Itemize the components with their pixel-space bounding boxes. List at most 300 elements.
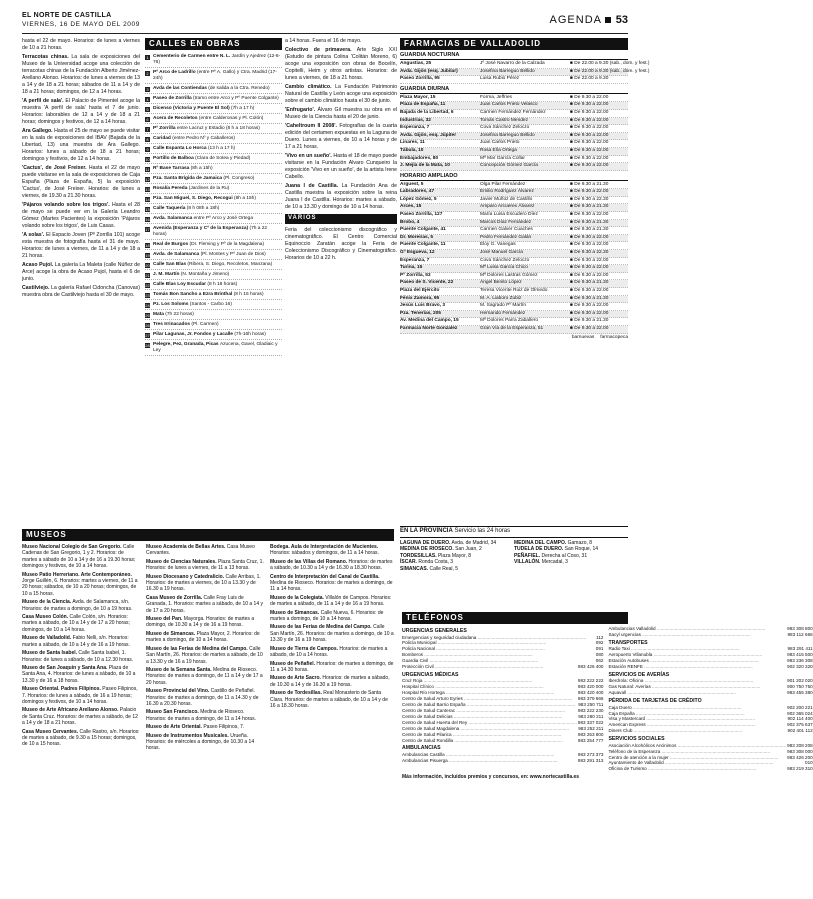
horario-ampliado-heading: HORARIO AMPLIADO xyxy=(400,173,628,181)
pharmacy-hours-text: De 9.30 a 22.00 xyxy=(574,102,609,108)
street-number-badge: 10 xyxy=(145,156,150,162)
phone-label: Centro de Salud Arturo Eyries ..... xyxy=(402,696,577,702)
pharmacy-row xyxy=(400,227,628,235)
pharmacy-hours xyxy=(570,220,628,227)
pharmacy-owner: José Manuel García xyxy=(480,250,523,256)
exhibition-entry-text: Arte Siglo XXI (Estudio de pintura Colina 'Colitán Moreno, 6) acoge una exposición con obras de Bocelín, Copitelli, Heim y otros artistas. Horarios: de lunes a viernes, de 18 a 21 horas. xyxy=(285,47,398,81)
street-name: Pza. San Miguel, S. Diego, Recogui xyxy=(153,195,233,201)
exhibition-entry-lead: 'Vivo en un sueño'. xyxy=(285,153,332,159)
exhibition-entry-text: El Espacio Joven (Pº Zorrilla 101) acoge esta muestra de fotografía hasta el 31 de mayo. Horarios: de lunes a viernes, de 11 a 14 y de 18 a 21 horas. xyxy=(22,232,140,259)
pharmacy-owner: Amparo Arcuerex Álvarez xyxy=(480,204,535,210)
exhibition-entry-text: Hasta el 18 de mayo puede visitarse en la Fundación Alvaro Cunqueiro la exposición 'Vivo en un sueño', de la artista Irene Cabello. xyxy=(285,153,397,180)
street-name: Pelegre, Pez, Granada, Picas xyxy=(153,341,219,347)
street-detail: (entre Pº A. Gallo) y Ctra. Madrid (17-24h) xyxy=(153,69,277,81)
museum-entry xyxy=(22,635,140,648)
phone-label: Centro de Salud Magdalena ..... xyxy=(402,726,577,732)
pharmacy-hours xyxy=(570,102,628,109)
provincia-heading: EN LA PROVINCIA xyxy=(400,528,453,534)
phone-row xyxy=(608,766,812,772)
street-number-badge: 4 xyxy=(146,96,149,102)
pharmacy-hours-text: De 9.30 a 22.00 xyxy=(574,140,609,146)
pharmacy-address: Puente Colgante, 41 xyxy=(400,227,446,233)
issue-date: VIERNES, 16 DE MAYO DEL 2009 xyxy=(22,21,140,28)
street-name: Caridad xyxy=(153,135,171,141)
museum-name: Museo Provincial del Vino. xyxy=(146,688,210,695)
provincia-town: VILLALÓN. xyxy=(514,559,541,566)
pharmacy-owner: Concepción Gómez García xyxy=(480,163,538,169)
street-item xyxy=(145,290,282,300)
phone-row xyxy=(402,664,603,670)
pharmacy-owner: Hernando Fernández xyxy=(480,310,526,316)
phone-number: 983 222 222 xyxy=(577,678,604,684)
pharmacy-hours xyxy=(570,68,650,76)
street-text xyxy=(153,216,253,222)
street-text xyxy=(153,54,282,66)
exhibition-entry-text: Álvaro Gil muestra su obra en el Museo de la Ciencia hasta el 20 de junio. xyxy=(285,107,397,120)
pharmacy-hours xyxy=(570,326,628,333)
street-number-badge: 19 xyxy=(145,252,150,258)
pharmacy-address: Turina, 15 xyxy=(400,265,423,271)
pharmacy-hours xyxy=(570,311,628,318)
street-number-badge: 3 xyxy=(146,86,149,92)
pharmacy-owner: Gran Vía de la Esperanza, 51 xyxy=(480,325,544,331)
street-number-badge: 15 xyxy=(145,206,150,212)
exhibition-entry-text: La Fundación Patrimonio Natural de Castilla y León acoge una exposición sobre el cambio climático hasta el 30 de junio. xyxy=(285,84,397,104)
phone-number: 983 208 208 xyxy=(787,742,813,748)
guardia-nocturna-heading: GUARDIA NOCTURNA xyxy=(400,52,628,60)
street-text xyxy=(153,282,237,288)
pharmacy-hours-text: De 9.30 a 22.00 xyxy=(574,109,609,115)
pharmacy-owner: Josefina Barreguo Bellido xyxy=(480,132,535,138)
pharmacy-hours xyxy=(570,242,628,249)
museum-name: Museo de Simancas. xyxy=(146,630,196,637)
phone-number: 983 253 800 xyxy=(577,731,604,737)
street-number-badge: 28 xyxy=(145,342,150,348)
pharmacy-owner: Juan Carlos Prieto Velasco xyxy=(480,102,538,108)
street-text xyxy=(153,272,229,278)
exhibition-entry xyxy=(285,123,397,151)
museum-entry xyxy=(270,574,394,593)
square-bullet-icon: ■ xyxy=(570,117,575,123)
street-name: Avda de las Contiendas xyxy=(153,85,207,91)
pharmacy-hours-text: De 9.30 a 21.30 xyxy=(574,227,609,233)
exhibition-entry-lead: 'Caheltroum II 2008'. xyxy=(285,123,337,129)
museum-entry xyxy=(270,610,394,623)
pharmacy-owner: María Luisa Escudero Díez xyxy=(480,212,538,218)
street-detail: (Clara de Sotea y Piedad) xyxy=(195,155,251,161)
museum-entry xyxy=(270,595,394,608)
pharmacy-hours-text: De 9.30 a 22.00 xyxy=(574,287,609,293)
pharmacy-row xyxy=(400,163,628,171)
museum-name: Museo de Instrumentos Musicales. xyxy=(146,732,229,739)
street-item xyxy=(145,124,282,134)
exhibition-entry-text: a 14 horas. Fuera el 16 de mayo. xyxy=(285,38,362,44)
phone-category-heading: TRANSPORTES xyxy=(608,639,648,646)
street-name: Cementerio de Carmen entre N. L. xyxy=(153,53,231,59)
museum-name: Museo de Arte Oriental. xyxy=(146,724,202,731)
provincia-address: San Juan, 2 xyxy=(455,546,482,553)
street-detail: (tramo entre Arco y Pº Puente Colgante) xyxy=(193,95,279,101)
street-item xyxy=(145,68,282,84)
exhibition-entry-text: La galería La Maleta (calle Núñez de Arce) acoge la obra de Acaso Pujol, hasta el 6 de junio. xyxy=(22,262,140,282)
pharmacy-owner: Forma, Jeffries xyxy=(480,94,512,100)
square-bullet-icon: ■ xyxy=(570,287,575,293)
exhibition-entry-text: Fotografías de la cuarta edición del certamen expuestas en la Laguna de Duero. Lunes a viernes, de 10 a 14 horas y de 17 a 21 horas. xyxy=(285,123,397,150)
street-detail: (entre Calderonas y Pl. Colón) xyxy=(198,115,264,121)
street-text xyxy=(153,196,256,202)
exhibition-entry-lead: 'Cactus', de José Freixer. xyxy=(22,165,87,171)
pharmacy-owner: Ángel Benito López xyxy=(480,280,522,286)
museum-name: Museo Patio Herreriano. Arte Contemporáneo. xyxy=(22,571,132,578)
street-number-badge: 27 xyxy=(145,332,150,338)
street-list xyxy=(145,52,282,356)
museum-entry xyxy=(146,574,264,593)
telefonos-heading: TELÉFONOS xyxy=(402,612,628,624)
museum-entry xyxy=(22,544,140,570)
museos-heading: MUSEOS xyxy=(22,529,394,541)
phone-label: Aquavall ..... xyxy=(608,690,786,696)
exhibition-entry-text: La galería Rafael Cidoncha (Canovas) muestra obra de Castilviejo hasta el 30 de mayo. xyxy=(22,285,140,298)
street-text xyxy=(153,156,250,162)
phone-number: 983 222 230 xyxy=(577,707,604,713)
pharmacy-row xyxy=(400,212,628,220)
pharmacy-address: Tábula, 10 xyxy=(400,147,424,153)
street-number-badge: 6 xyxy=(146,116,149,122)
museum-name: Museo de San Joaquín y Santa Ana. xyxy=(22,664,108,671)
exhibition-entry-text: Hasta el 25 de mayo se puede visitar en la sala de exposiciones del IBAV (Bajada de la Libertad, 13) una muestra de Ara Gallego. Horarios: lunes a sábado de 18 a 21 horas; domingos y festivos, de 12 a 14 horas. xyxy=(22,128,140,162)
exhibition-entry xyxy=(22,38,140,52)
horario-ampliado-list xyxy=(400,182,628,334)
street-text xyxy=(153,262,272,268)
exhibition-entry-lead: Acaso Pujol. xyxy=(22,262,54,268)
museum-name: Museo San Francisco. xyxy=(146,709,199,716)
museum-entry xyxy=(270,559,394,572)
phone-label: Centro de Salud Barrio España ..... xyxy=(402,702,577,708)
museum-details: Horarios: de martes a sábado, de 10 a 14 horas. xyxy=(270,645,388,659)
square-bullet-icon: ■ xyxy=(570,94,575,100)
phone-label: Diners Club ..... xyxy=(608,728,786,734)
guardia-diurna-list xyxy=(400,95,628,171)
pharmacy-address: Avda. Gijón, esq. Júpiter xyxy=(400,132,457,138)
pharmacy-hours xyxy=(570,303,628,310)
square-bullet-icon: ■ xyxy=(570,280,575,286)
pharmacy-row xyxy=(400,265,628,273)
street-number-badge: 26 xyxy=(145,322,150,328)
pharmacy-hours xyxy=(570,197,628,204)
street-name: Tomás Bon Sancho a Ezra Brinthal xyxy=(153,291,233,297)
museum-entry xyxy=(22,729,140,748)
museum-details: Plaza Mayor, 2. Horarios: de martes a domingo, de 10 a 14 horas. xyxy=(146,630,260,644)
square-bullet-icon: ■ xyxy=(570,163,575,169)
street-item xyxy=(145,154,282,164)
pharmacy-hours-text: De 9.30 a 22.00 xyxy=(574,212,609,218)
phone-label: American Express ..... xyxy=(608,722,786,728)
phone-label: Ambulancias Pisuerga ..... xyxy=(402,758,577,764)
guardia-nocturna-list xyxy=(400,60,650,84)
museum-entry xyxy=(22,665,140,684)
pharmacy-hours-text: De 9.30 a 22.00 xyxy=(574,163,609,169)
exhibition-entry-lead: 'A perfil de sala'. xyxy=(22,98,64,104)
street-name: Mata xyxy=(153,311,164,317)
pharmacy-address: Pº Zorrilla, 53 xyxy=(400,272,431,278)
street-item xyxy=(145,94,282,104)
varios-heading: VARIOS xyxy=(285,214,397,224)
pharmacy-hours-text: De 9.30 a 22.00 xyxy=(574,303,609,309)
street-detail: (Dr. Fleming y Pº de la Magdalena) xyxy=(189,241,265,247)
legend-barnuevas: barnuevas xyxy=(571,334,595,340)
page-number: 53 xyxy=(615,14,628,26)
pharmacy-hours-text: De 9.30 a 21.30 xyxy=(574,219,609,225)
pharmacy-hours-text: De 9.30 a 21.30 xyxy=(574,318,609,324)
phone-label: Estación Autobuses ..... xyxy=(608,658,786,664)
phone-number: 010 xyxy=(805,760,813,766)
pharmacy-hours xyxy=(570,296,628,303)
square-bullet-icon: ■ xyxy=(570,227,575,233)
pharmacy-hours-text: De 9.30 a 22.00 xyxy=(574,147,609,153)
street-item xyxy=(145,320,282,330)
square-bullet-icon: ■ xyxy=(570,219,575,225)
phone-row xyxy=(608,690,812,696)
street-name: Avenida (Esperanza y Cº de la Esperanza) xyxy=(153,225,249,231)
pharmacy-hours-text: De 22.00 a 9.30 (sab., dom. y fest.) xyxy=(574,68,650,74)
pharmacy-address: Arces, 15 xyxy=(400,204,422,210)
street-name: Calle Taquería xyxy=(153,205,186,211)
square-bullet-icon: ■ xyxy=(570,325,575,331)
pharmacy-address: Jesús Luis Bravo, 3 xyxy=(400,303,446,309)
museum-details: Calle Cadenas de San Gregorio, 1 y 2. Horarios: de martes a sábado de 10 a 14 y de 16 a 19.30 horas; domingos y festivos, de 10 a 14 horas. xyxy=(22,544,136,570)
street-item xyxy=(145,310,282,320)
museum-name: Museo Nacional Colegio de San Gregorio. xyxy=(22,544,122,550)
museum-details: Horarios: de martes a domingo, de 11 a 14.30 horas. xyxy=(270,660,394,673)
pharmacy-hours xyxy=(570,110,628,117)
museum-details: Mayorga. Horarios: de martes a domingo, de 10.30 a 14 y de 16 a 19 horas. xyxy=(146,616,255,629)
pharmacy-hours xyxy=(570,148,628,155)
phone-category-heading: SERVICIOS SOCIALES xyxy=(608,736,665,743)
street-text xyxy=(153,146,235,152)
street-text xyxy=(153,322,219,328)
pharmacy-owner: M. A. Liaboro Zubiz xyxy=(480,295,522,301)
street-text xyxy=(153,332,266,338)
street-text xyxy=(153,126,260,132)
phone-label: Emergencias y seguridad ciudadana ..... xyxy=(402,635,595,641)
museum-details: Castillo de Peñafiel. Horarios: de martes a domingo, de 11 a 14.30 y de 16.30 a 20.30 horas. xyxy=(146,688,259,707)
street-detail: (Pl. Carmen) xyxy=(191,321,219,327)
street-number-badge: 25 xyxy=(145,312,150,318)
pharmacy-owner: Juan Carlos Prieto xyxy=(480,140,520,146)
museum-name: Museo de la Ciencia. xyxy=(22,599,72,606)
street-detail: (7h 22 horas) xyxy=(165,311,194,317)
pharmacy-row xyxy=(400,326,628,334)
street-number-badge: 12 xyxy=(145,176,150,182)
pharmacy-hours xyxy=(570,156,628,163)
pharmacy-hours xyxy=(570,227,628,234)
pharmacy-row xyxy=(400,242,628,250)
pharmacy-address: Plaza de España, 11 xyxy=(400,102,446,108)
street-item xyxy=(145,114,282,124)
pharmacy-owner: Olga Pilar Fernández xyxy=(480,181,526,187)
phone-number: 983 291 411 xyxy=(787,646,813,652)
pharmacy-address: López Gómez, 5 xyxy=(400,196,437,202)
museum-name: Museo Oriental. Padres Filipinos. xyxy=(22,686,101,693)
pharmacy-hours xyxy=(570,235,628,242)
pharmacy-owner: Jº José Navarro de la Calzada xyxy=(480,60,545,66)
museum-details: Villalón de Campos. Horarios: de martes a sábado, de 11 a 14 y de 16 a 19 horas. xyxy=(270,594,392,608)
square-bullet-icon: ■ xyxy=(570,189,575,195)
phone-label: Bomberos ..... xyxy=(402,652,595,658)
provincia-row xyxy=(400,540,514,547)
pharmacy-owner: Emilio Rodríguez Álvarez xyxy=(480,189,534,195)
street-text xyxy=(153,226,282,238)
pharmacy-hours xyxy=(570,212,628,219)
pharmacy-hours-text: De 22.00 a 9.30 (sab., dom. y fest.) xyxy=(574,60,650,66)
phone-label: Gas Natural: Averías ..... xyxy=(608,684,786,690)
exhibition-entry-text: La sala de exposiciones del Museo de la Universidad acoge una colección de terracotas chinas de la Fundación Alberto Jiménez-Arellano Alonso. Horarios: de lunes a viernes de 13 a 14 y de 18 a 21 horas; sábados de 11 a 14 y de 18 a 21 horas; domingos, de 12 a 14 horas. xyxy=(22,54,140,95)
pharmacy-row xyxy=(400,76,628,84)
street-item xyxy=(145,184,282,194)
phone-label: Hospital Río Hortega ..... xyxy=(402,690,577,696)
exhibition-entry xyxy=(22,232,140,260)
exhibition-entry-lead: Juana I de Castilla. xyxy=(285,183,339,189)
street-item xyxy=(145,214,282,224)
museum-details: Horarios: de martes a sábado, de 10.30 a 14 y de 16.30 a 18.30 horas. xyxy=(270,558,393,572)
provincia-row xyxy=(400,566,514,573)
phone-category-heading: PÉRDIDA DE TARJETAS DE CRÉDITO xyxy=(608,698,702,705)
exhibition-entry xyxy=(22,202,140,230)
museum-entry xyxy=(22,599,140,612)
square-bullet-icon: ■ xyxy=(570,140,575,146)
exhibitions-column xyxy=(22,38,140,524)
street-item xyxy=(145,144,282,154)
street-item xyxy=(145,270,282,280)
square-bullet-icon: ■ xyxy=(570,109,575,115)
pharmacy-row xyxy=(400,110,628,118)
street-detail: Azucena, Gavel, Gladiaic y Ley xyxy=(153,341,278,353)
pharmacy-owner: Tomás Castro Mendez xyxy=(480,117,528,123)
pharmacy-hours-text: De 9.30 a 22.00 xyxy=(574,310,609,316)
pharmacy-address: Industrias, 32 xyxy=(400,117,431,123)
phone-number: 983 415 500 xyxy=(787,652,813,658)
street-name: Dicenso (Victoria y Puente El Sol) xyxy=(153,105,230,111)
phone-label: Estación RENFE ..... xyxy=(608,664,786,670)
pharmacy-hours-text: De 9.30 a 22.00 xyxy=(574,117,609,123)
provincia-town: SIMANCAS. xyxy=(400,565,429,572)
street-name: Calle San Blas xyxy=(153,261,187,267)
museum-entry xyxy=(146,688,264,707)
pharmacy-row xyxy=(400,140,628,148)
phone-number: 983 273 373 xyxy=(577,751,604,757)
phone-number: 900 750 750 xyxy=(787,684,813,690)
provincia-address: Gamazo, 8 xyxy=(567,539,593,546)
street-detail: entre Pº Arco y José Ortega xyxy=(193,215,253,221)
telefonos-section xyxy=(402,612,813,892)
museum-details: Paseo Filipinos, 7. xyxy=(203,724,245,731)
exhibition-entry xyxy=(285,107,397,121)
footer-web-note: Más información, incluidos premios y concursos, en: www.nortecastilla.es xyxy=(402,774,580,781)
museum-name: Museo de Simancas. xyxy=(270,609,320,616)
exhibition-entry-text: La Fundación Ana de Castilla muestra la exposición sobre la reina Juana I de Castilla. Horarios: martes a sábado, de 10 a 13.30 y domingo de 10 a 14 horas. xyxy=(285,183,397,210)
pharmacy-hours-text: De 9.30 a 22.30 xyxy=(574,250,609,256)
pharmacy-owner: Josefina Barreguo Bellido xyxy=(480,68,535,74)
street-detail: (N. Montaña y Jimeno) xyxy=(180,271,230,277)
provincia-town: TORDESILLAS. xyxy=(400,552,437,559)
phone-label: Centro de atención a la mujer ..... xyxy=(608,755,786,761)
pharmacy-address: Labradores, 47 xyxy=(400,189,435,195)
pharmacy-row xyxy=(400,125,628,133)
pharmacy-address: Brobo, 4 xyxy=(400,219,420,225)
museum-details: Real Monasterio de Santa Clara. Horarios: de martes a sábado, de 10 a 14 y de 16 a 18.30 horas. xyxy=(270,690,388,709)
street-name: Portillo de Balboa xyxy=(153,155,194,161)
provincia-row xyxy=(514,540,628,547)
street-name: Calle Espanta Lo Horca xyxy=(153,145,207,151)
museum-details: Horarios: de martes a sábado, de 10.30 a 14 y de 16.30 a 19 horas. xyxy=(270,675,390,688)
museum-details: Medina de Rioseco. Horarios: de martes a domingo, de 11 a 14 horas. xyxy=(270,580,393,593)
phone-number: 983 420 000 xyxy=(577,684,604,690)
phone-number: 983 455 380 xyxy=(787,690,813,696)
museum-entry xyxy=(22,707,140,726)
street-text xyxy=(153,106,254,112)
museum-name: Museo de las Ferias de Medina del Campo. xyxy=(146,645,248,652)
square-bullet-icon: ■ xyxy=(570,196,575,202)
pharmacy-address: Av. Medina del Campo, 15 xyxy=(400,318,459,324)
exhibition-entry-lead: Colectivo de primavera. xyxy=(285,47,352,53)
pharmacy-address: Arguest, 5 xyxy=(400,181,424,187)
pharmacy-hours-text: De 9.30 a 22.00 xyxy=(574,265,609,271)
telefonos-right xyxy=(608,626,812,772)
square-bullet-icon: ■ xyxy=(570,318,575,324)
museum-details: Calle Santa Isabel, 1. Horarios: de lunes a sábado, de 10 a 12.30 horas. xyxy=(22,650,134,663)
museum-entry xyxy=(22,572,140,598)
pharmacy-hours xyxy=(570,273,628,280)
street-number-badge: 1 xyxy=(146,54,149,60)
museum-entry xyxy=(270,690,394,709)
phone-label: Centro de Salud Huerta del Rey ..... xyxy=(402,720,577,726)
street-name: J. M. Martín xyxy=(153,271,180,277)
square-bullet-icon: ■ xyxy=(570,212,575,218)
pharmacy-hours xyxy=(570,76,628,83)
provincia-address: Mercadal, 3 xyxy=(541,559,568,566)
exhibition-entry-lead: 'Pájaros volando sobre los trigos'. xyxy=(22,202,110,208)
street-number-badge: 22 xyxy=(145,282,150,288)
phone-number: 983 112 666 xyxy=(787,631,813,637)
pharmacy-address: Puente Colgante, 11 xyxy=(400,242,446,248)
museum-details: Plaza de Santa Ana, 4. Horarios: de lunes a sábado, de 10 a 13.30 y de 16 a 18 horas. xyxy=(22,664,136,684)
phone-label: Policía Nacional ..... xyxy=(402,646,595,652)
museum-name: Museo de Ciencias Naturales. xyxy=(146,558,217,565)
street-detail: (Santos - Carbo 16) xyxy=(189,301,232,307)
pharmacy-row xyxy=(400,280,628,288)
pharmacy-hours-text: De 22.00 a 9.30 xyxy=(574,76,609,82)
phone-number: 112 xyxy=(596,634,604,640)
museum-details: Paseo Filipinos, 7. Horarios: de lunes a sábado, de 16 a 19 horas; domingos y festivos, de 10 a 14 horas. xyxy=(22,686,138,705)
phone-number: 983 426 400 xyxy=(577,664,604,670)
square-bullet-icon: ■ xyxy=(570,76,575,82)
phone-number: 080 xyxy=(595,652,604,658)
street-item xyxy=(145,204,282,214)
pharmacy-hours xyxy=(570,140,628,147)
street-detail: (13 h a 17 h) xyxy=(207,145,236,151)
pharmacy-owner: Mª Luisa García Chico xyxy=(480,265,528,271)
provincia-row xyxy=(400,546,514,553)
pharmacy-hours xyxy=(570,133,628,140)
street-name: Avda. de Salamanca xyxy=(153,251,200,257)
phone-label: Centro de Salud Rondilla ..... xyxy=(402,738,577,744)
phone-row xyxy=(608,728,812,734)
phone-label: Hospital Clínico ..... xyxy=(402,684,577,690)
museum-name: Museo de Valladolid. xyxy=(22,635,72,642)
street-text xyxy=(153,252,266,258)
street-item xyxy=(145,164,282,174)
pharmacy-hours xyxy=(570,118,628,125)
